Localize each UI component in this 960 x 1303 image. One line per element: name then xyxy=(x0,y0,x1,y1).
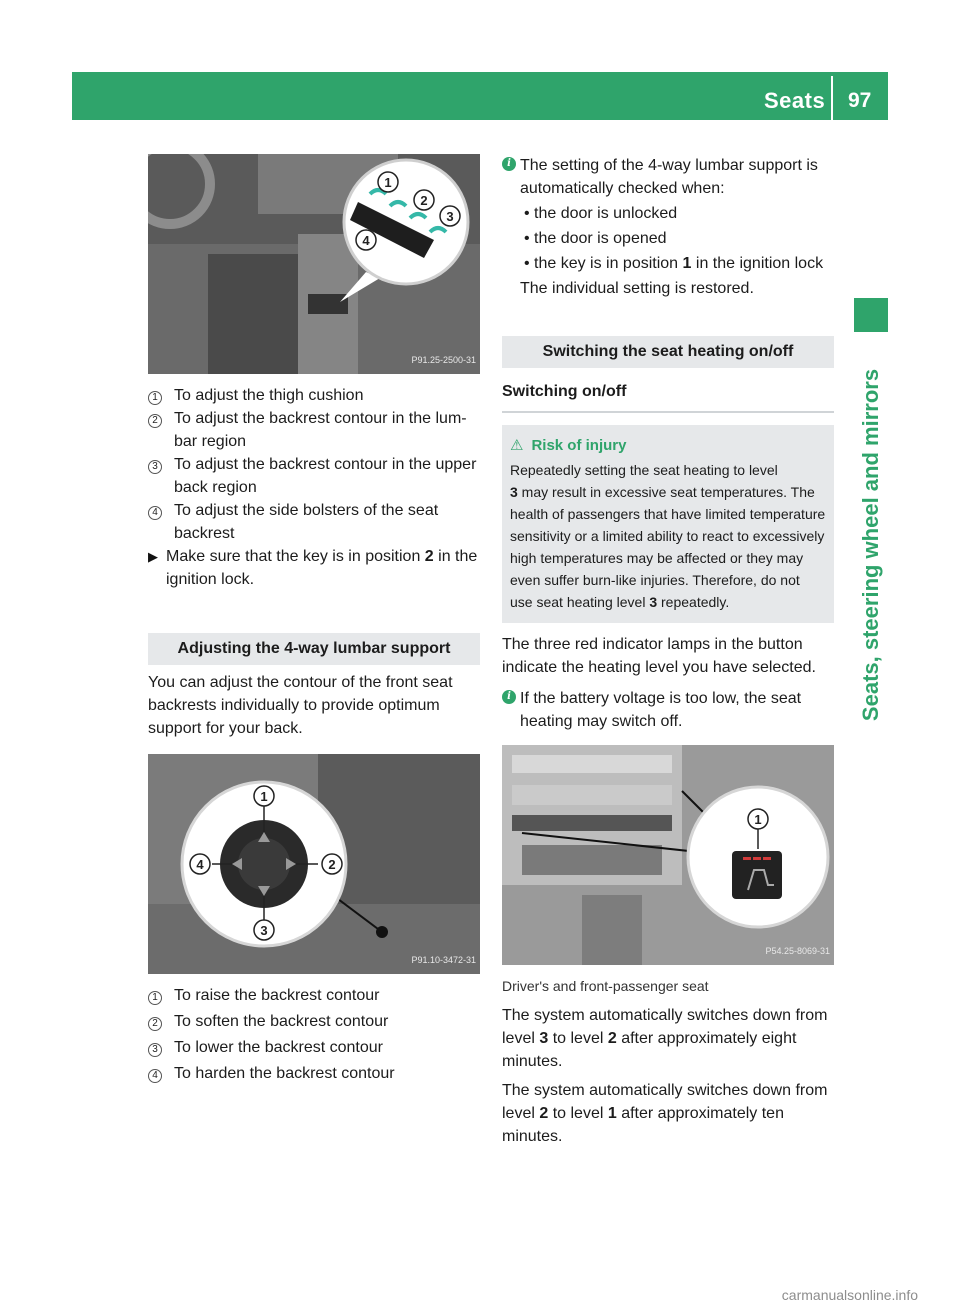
instruction-arrow-icon: ▶ xyxy=(148,549,158,564)
list-item: 1 To adjust the thigh cushion xyxy=(148,384,480,407)
svg-text:1: 1 xyxy=(260,789,268,804)
callout-2-icon: 2 xyxy=(148,1017,162,1031)
svg-text:3: 3 xyxy=(260,923,268,938)
callout-3-icon: 3 xyxy=(148,1043,162,1057)
warning-box: ⚠ Risk of injury Repeatedly setting the seat heating to level 3 may result in excessive seat temperatures. The health of passengers that have limited temperature sensitivity or a limited ability to react to excessively high temperatures may be affected or they may even suffer burn-like injuries. Therefore, do not use seat heating level 3 repeatedly. xyxy=(502,425,834,623)
bullet-item: • the key is in position 1 in the ignition lock xyxy=(520,252,834,275)
svg-text:1: 1 xyxy=(754,812,762,827)
callout-1-icon: 1 xyxy=(148,391,162,405)
callout-4-icon: 4 xyxy=(148,1069,162,1083)
figure-caption: Driver's and front-passenger seat xyxy=(502,978,709,994)
header-divider xyxy=(831,76,833,120)
paragraph-level-3-to-2: The system automatically switches down from level 3 to level 2 after approximately eight minutes. xyxy=(502,1007,828,1070)
info-icon: i xyxy=(502,690,516,704)
section-heading-lumbar: Adjusting the 4-way lumbar support xyxy=(148,633,480,665)
info-note: i The setting of the 4-way lumbar support is automatically checked when: xyxy=(502,154,834,200)
page-number: 97 xyxy=(848,89,872,112)
list-item: 3 To adjust the backrest contour in the upper back region xyxy=(148,453,480,499)
svg-text:2: 2 xyxy=(420,193,428,208)
chapter-tab-label: Seats, steering wheel and mirrors xyxy=(858,368,883,722)
warning-triangle-icon: ⚠ xyxy=(510,437,524,454)
bullet-item: • the door is unlocked xyxy=(520,202,834,225)
watermark: carmanualsonline.info xyxy=(781,1287,918,1303)
list-item: 2 To adjust the backrest contour in the lum-bar region xyxy=(148,407,480,453)
bullet-item: • the door is opened xyxy=(520,227,834,250)
info-outro: The individual setting is restored. xyxy=(520,280,754,297)
sub-heading-switching: Switching on/off xyxy=(502,380,834,413)
callout-3-icon: 3 xyxy=(148,460,162,474)
left-column xyxy=(148,154,480,1085)
callout-4-icon: 4 xyxy=(148,506,162,520)
figure-seat-heating-button xyxy=(502,745,834,965)
list-item: 4 To adjust the side bolsters of the seat backrest xyxy=(148,499,480,545)
list-item: 2 To soften the backrest contour xyxy=(148,1010,480,1033)
info-icon: i xyxy=(502,157,516,171)
section-heading-heating: Switching the seat heating on/off xyxy=(502,336,834,368)
warning-text: Repeatedly setting the seat heating to level 3 may result in excessive seat temperatures. The health of passengers that have limited temperature sensitivity or a limited ability to react to excessively high temperatures may be affected or they may even suffer burn-like injuries. Therefore, do not use seat heating level 3 repeatedly. xyxy=(510,462,826,610)
instruction-step: ▶ Make sure that the key is in position 2 in the ignition lock. xyxy=(148,545,480,591)
figure-lumbar-switch xyxy=(148,754,480,974)
info-note: i If the battery voltage is too low, the seat heating may switch off. xyxy=(502,687,834,733)
callout-2-icon: 2 xyxy=(148,414,162,428)
callout-1-icon: 1 xyxy=(148,991,162,1005)
seat-controls-illustration xyxy=(148,154,480,374)
svg-text:1: 1 xyxy=(384,175,392,190)
figure-code: P91.10-3472-31 xyxy=(411,955,476,965)
svg-text:4: 4 xyxy=(196,857,204,872)
list-item: 4 To harden the backrest contour xyxy=(148,1062,480,1085)
right-column xyxy=(502,154,834,1148)
svg-text:2: 2 xyxy=(328,857,336,872)
figure-seat-controls xyxy=(148,154,480,374)
list-item: 3 To lower the backrest contour xyxy=(148,1036,480,1059)
svg-text:3: 3 xyxy=(446,209,454,224)
list-item: 1 To raise the backrest contour xyxy=(148,984,480,1007)
seat-heating-illustration xyxy=(502,745,834,965)
section-title: Seats xyxy=(764,88,826,113)
side-tab-marker xyxy=(854,298,888,332)
svg-text:4: 4 xyxy=(362,233,370,248)
paragraph-level-2-to-1: The system automatically switches down from level 2 to level 1 after approximately ten minutes. xyxy=(502,1082,828,1145)
figure-code: P91.25-2500-31 xyxy=(411,355,476,365)
lumbar-intro-text: You can adjust the contour of the front seat backrests individually to provide optimum support for your back. xyxy=(148,674,453,737)
lumbar-switch-illustration xyxy=(148,754,480,974)
heating-indicator-text: The three red indicator lamps in the button indicate the heating level you have selected. xyxy=(502,636,816,676)
figure-code: P54.25-8069-31 xyxy=(765,946,830,956)
